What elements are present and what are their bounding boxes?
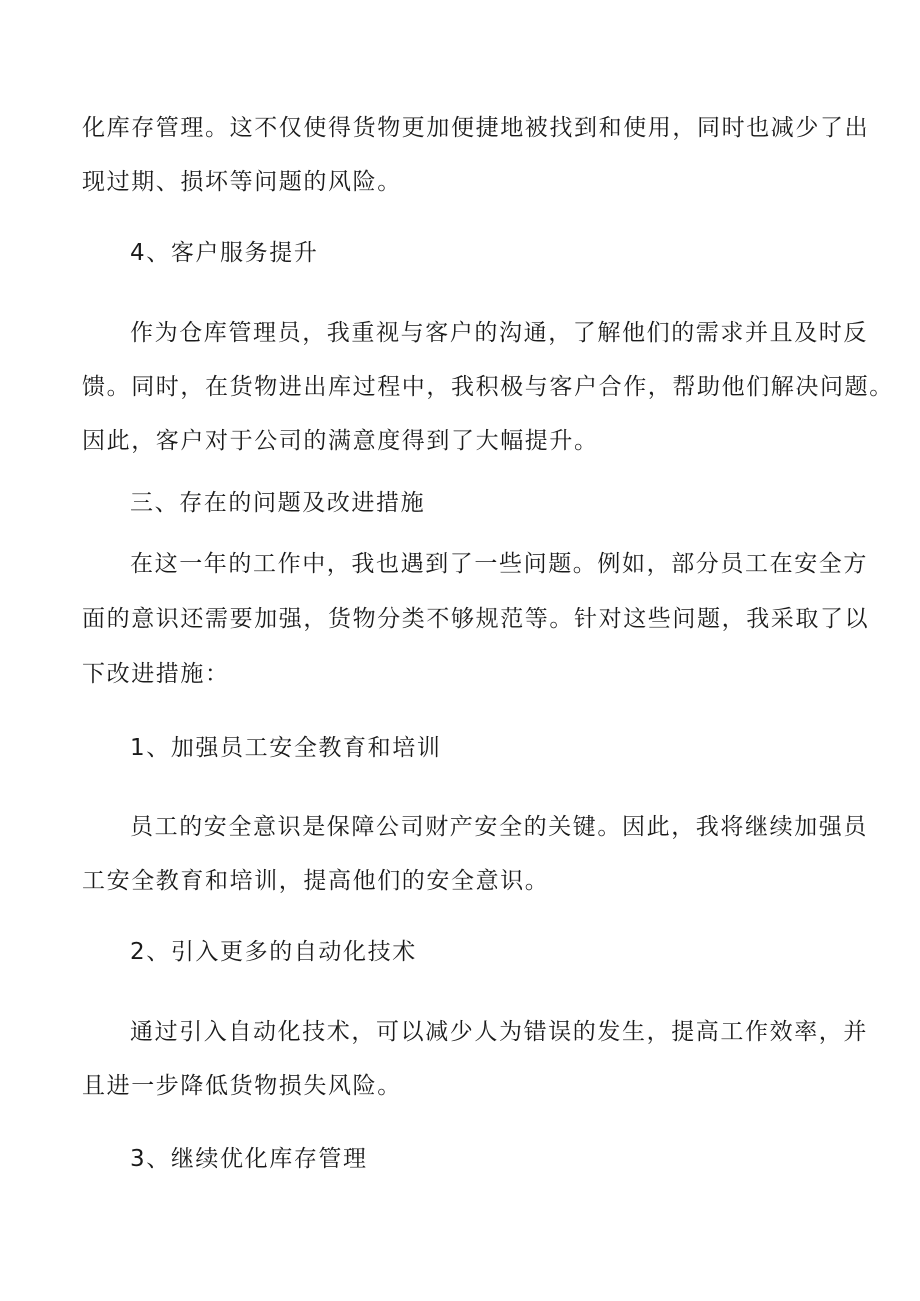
- paragraph-line: 面的意识还需要加强，货物分类不够规范等。针对这些问题，我采取了以: [82, 606, 870, 632]
- paragraph-line: 在这一年的工作中，我也遇到了一些问题。例如，部分员工在安全方: [130, 551, 868, 577]
- paragraph-line: 下改进措施：: [82, 661, 230, 687]
- section-heading: 三、存在的问题及改进措施: [130, 490, 426, 516]
- paragraph-line: 化库存管理。这不仅使得货物更加便捷地被找到和使用，同时也减少了出: [82, 115, 870, 141]
- section-heading: 1、加强员工安全教育和培训: [130, 735, 442, 761]
- section-heading: 4、客户服务提升: [130, 240, 319, 266]
- section-heading: 3、继续优化库存管理: [130, 1146, 368, 1172]
- paragraph-line: 作为仓库管理员，我重视与客户的沟通，了解他们的需求并且及时反: [130, 320, 868, 346]
- paragraph-line: 员工的安全意识是保障公司财产安全的关键。因此，我将继续加强员: [130, 814, 868, 840]
- paragraph-line: 现过期、损坏等问题的风险。: [82, 169, 402, 195]
- paragraph-line: 工安全教育和培训，提高他们的安全意识。: [82, 868, 550, 894]
- paragraph-line: 因此，客户对于公司的满意度得到了大幅提升。: [82, 428, 599, 454]
- section-heading: 2、引入更多的自动化技术: [130, 939, 417, 965]
- paragraph-line: 且进一步降低货物损失风险。: [82, 1073, 402, 1099]
- paragraph-line: 通过引入自动化技术，可以减少人为错误的发生，提高工作效率，并: [130, 1019, 868, 1045]
- paragraph-line: 馈。同时，在货物进出库过程中，我积极与客户合作，帮助他们解决问题。: [82, 374, 894, 400]
